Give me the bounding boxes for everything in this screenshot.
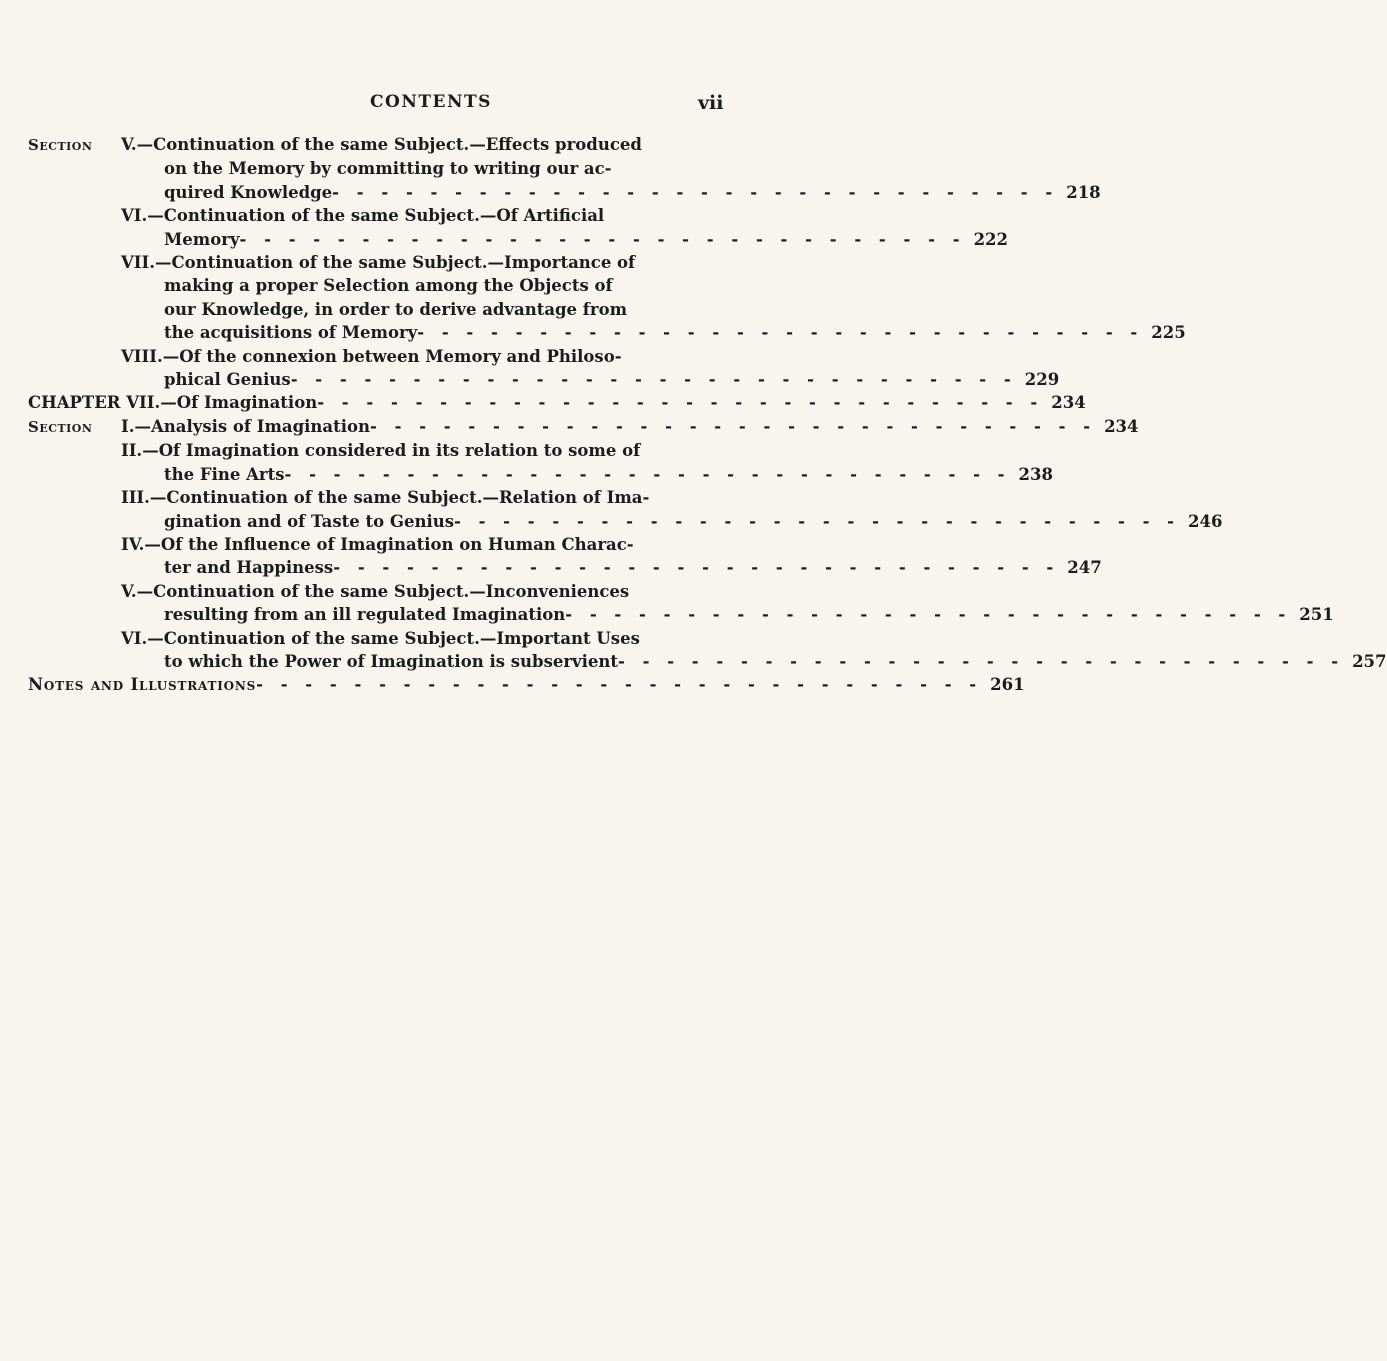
entry-text: —Continuation of the same Subject.—Important Uses	[147, 628, 640, 648]
leader-dashes: - - - - - - - - - - - - - - - - - - - - - - - - - - - - - -	[256, 675, 983, 695]
entry-number: III.	[121, 488, 150, 508]
leader-dashes: - - - - - - - - - - - - - - - - - - - - - - - - - - - - - -	[332, 182, 1059, 202]
toc-entry-line	[28, 650, 1387, 673]
leader-dashes: - - - - - - - - - - - - - - - - - - - - - - - - - - - - - -	[370, 416, 1097, 436]
entry-text: —Of the connexion between Memory and Philoso-	[162, 346, 622, 366]
entry-text: —Continuation of the same Subject.—Relation of Ima-	[149, 488, 650, 508]
toc-entry-line	[28, 627, 728, 650]
toc-entry-line	[28, 228, 1009, 251]
page-number: 257	[1352, 651, 1387, 671]
leader-dashes: - - - - - - - - - - - - - - - - - - - - - - - - - - - - - -	[454, 511, 1181, 531]
toc-entry	[28, 133, 1101, 204]
toc-entry-line	[28, 204, 728, 227]
leader-dashes: - - - - - - - - - - - - - - - - - - - - - - - - - - - - - -	[284, 464, 1011, 484]
running-head	[0, 92, 800, 116]
toc-entry-line	[28, 533, 728, 556]
entry-text: ter and Happiness	[164, 558, 334, 578]
leader-dashes: - - - - - - - - - - - - - - - - - - - - - - - - - - - - - -	[317, 393, 1044, 413]
toc-entry-line	[28, 368, 1060, 391]
leader-dashes: - - - - - - - - - - - - - - - - - - - - - - - - - - - - - -	[333, 558, 1060, 578]
entry-text: —Continuation of the same Subject.—Inconveniences	[136, 581, 630, 601]
entry-number: VIII.	[121, 346, 163, 366]
entry-text: —Continuation of the same Subject.—Of Artificial	[147, 206, 605, 226]
toc-entry-line	[28, 391, 1086, 414]
entry-text: quired Knowledge	[164, 182, 333, 202]
toc-entry	[28, 204, 1009, 251]
toc-entry	[28, 439, 1053, 486]
toc-entry-line	[28, 439, 728, 462]
toc-entry-line	[28, 556, 1102, 579]
toc-entry	[28, 415, 1139, 439]
toc-entry	[28, 345, 1060, 392]
entry-text: —Of Imagination considered in its relation to some of	[142, 441, 641, 461]
page-number: 246	[1188, 511, 1223, 531]
entry-number: I.	[121, 416, 135, 436]
toc-entry-line	[28, 157, 728, 180]
entry-text: to which the Power of Imagination is subservient	[164, 651, 619, 671]
leader-dashes: - - - - - - - - - - - - - - - - - - - - - - - - - - - - - -	[417, 323, 1144, 343]
toc-entry-line	[28, 463, 1053, 486]
page-number: 261	[990, 675, 1025, 695]
entry-text: gination and of Taste to Genius	[164, 511, 454, 531]
page-number: 222	[973, 229, 1009, 249]
toc-entry-line	[28, 580, 728, 603]
entry-number: V.	[121, 581, 137, 601]
entry-text: —Of the Influence of Imagination on Human Charac-	[144, 534, 634, 554]
leader-dashes: - - - - - - - - - - - - - - - - - - - - - - - - - - - - - -	[618, 651, 1345, 671]
page-number: 225	[1151, 323, 1186, 343]
entry-text: our Knowledge, in order to derive advantage from	[164, 299, 628, 319]
toc-entry-line	[28, 274, 728, 297]
entry-text: —Continuation of the same Subject.—Importance of	[154, 253, 636, 273]
entry-text: making a proper Selection among the Objects of	[164, 276, 613, 296]
page-number: 238	[1018, 464, 1053, 484]
running-head-title: CONTENTS	[370, 92, 492, 112]
entry-number: II.	[121, 441, 143, 461]
entry-number: VI.	[121, 628, 148, 648]
page-number: 234	[1051, 393, 1086, 413]
section-prefix: Section	[28, 417, 93, 436]
page-number: 229	[1024, 370, 1060, 390]
entry-number: VI.	[121, 206, 148, 226]
entry-number: IV.	[121, 534, 145, 554]
toc-entry-line	[28, 133, 728, 157]
page-number: 251	[1299, 605, 1334, 625]
section-prefix: Section	[28, 136, 93, 154]
entry-text: —Of Imagination	[160, 393, 318, 413]
entry-number: VII.	[121, 253, 155, 273]
entry-text: the acquisitions of Memory	[164, 323, 418, 343]
entry-number: Notes and Illustrations	[28, 675, 257, 695]
toc-entry	[28, 673, 1025, 696]
entry-text: —Analysis of Imagination	[134, 416, 371, 436]
toc-entry	[28, 627, 1387, 674]
toc-entry	[28, 251, 1186, 345]
toc-entry-line	[28, 181, 1101, 204]
toc-entry-line	[28, 486, 728, 509]
entry-number: CHAPTER VII.	[28, 393, 161, 413]
page-number: 218	[1066, 182, 1101, 202]
entry-text: Memory	[164, 229, 240, 249]
toc-entry-line	[28, 298, 728, 321]
leader-dashes: - - - - - - - - - - - - - - - - - - - - - - - - - - - - - -	[565, 605, 1292, 625]
page-number: 247	[1067, 558, 1102, 578]
leader-dashes: - - - - - - - - - - - - - - - - - - - - - - - - - - - - - -	[239, 229, 966, 249]
toc-entry	[28, 533, 1102, 580]
toc-entry	[28, 580, 1334, 627]
entry-text: the Fine Arts	[164, 464, 285, 484]
entry-text: resulting from an ill regulated Imagination	[164, 605, 566, 625]
toc-entry-line	[28, 251, 728, 274]
toc-entry-line	[28, 510, 1223, 533]
toc-entry-line	[28, 603, 1334, 626]
toc-entry	[28, 391, 1086, 414]
entry-text: phical Genius	[164, 370, 291, 390]
page-folio: vii	[698, 92, 724, 114]
toc-entry	[28, 486, 1223, 533]
toc-entry-line	[28, 321, 1186, 344]
toc-entry-line	[28, 673, 1025, 696]
entry-text: on the Memory by committing to writing our ac-	[164, 159, 612, 179]
entry-text: —Continuation of the same Subject.—Effects produced	[136, 135, 642, 154]
leader-dashes: - - - - - - - - - - - - - - - - - - - - - - - - - - - - - -	[290, 370, 1017, 390]
toc-entry-line	[28, 415, 1139, 439]
toc-entry-line	[28, 345, 728, 368]
page-number: 234	[1104, 416, 1139, 436]
entry-number: V.	[121, 135, 137, 154]
table-of-contents	[28, 133, 1387, 697]
